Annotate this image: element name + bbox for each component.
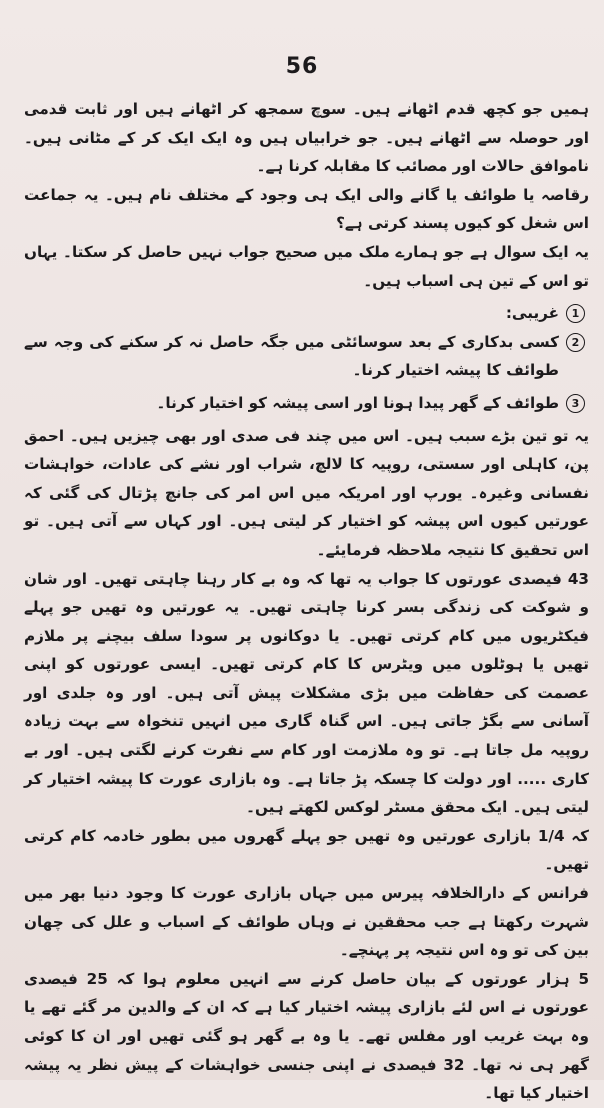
paragraph: 43 فیصدی عورتوں کا جواب یہ تھا کہ وہ بے کار رہنا چاہتی تھیں۔ اور شان و شوکت کی زندگی بسر کرنا چاہتی تھیں۔ یہ عورتیں وہ تھیں جو پہلے فیکٹریوں میں کام کرتی تھیں۔ یا دوکانوں پر سودا سلف بیچنے پر ملازم تھیں یا ہوٹلوں میں ویٹرس کا کام کرتی تھیں۔ ایسی عورتوں کو اپنی عصمت کی حفاظت میں بڑی مشکلات پیش آتی ہیں۔ اور وہ جلدی اور آسانی سے بگڑ جاتی ہیں۔ اس گناہ گاری میں انہیں تنخواہ سے بہت زیادہ روپیہ مل جاتا ہے۔ تو وہ ملازمت اور کام سے نفرت کرنے لگتی ہیں۔ اور بے کاری ..... اور دولت کا چسکہ پڑ جاتا ہے۔ وہ بازاری عورت کا پیشہ اختیار کر لیتی ہیں۔ ایک محقق مسٹر لوکس لکھتے ہیں۔ bbox=[24, 569, 589, 817]
paragraph: یہ تو تین بڑے سبب ہیں۔ اس میں چند فی صدی اور بھی چیزیں ہیں۔ احمق پن، کاہلی اور سستی، روپیہ کا لالچ، شراب اور نشے کی عادات، خواہشات نفسانی وغیرہ۔ یورپ اور امریکہ میں اس امر کی جانچ پڑتال کی گئی کہ عورتیں کیوں اس پیشہ کو اختیار کر لیتی ہیں۔ اور کہاں سے آتی ہیں۔ تو اس تحقیق کا نتیجہ ملاحظہ فرمایئے۔ bbox=[24, 426, 589, 559]
paragraph: 5 ہزار عورتوں کے بیان حاصل کرنے سے انہیں معلوم ہوا کہ 25 فیصدی عورتوں نے اس لئے بازاری پیشہ اختیار کیا ہے کہ ان کے والدین مر گئے تھے یا وہ بہت غریب اور مفلس تھے۔ یا وہ بے گھر ہو گئی تھیں اور ان کا کوئی گھر ہی نہ تھا۔ 32 فیصدی نے اپنی جنسی خواہشات کے پیش نظر یہ پیشہ اختیار کیا تھا۔ bbox=[24, 969, 590, 1103]
list-item-text: کسی بدکاری کے بعد سوسائٹی میں جگہ حاصل نہ کر سکنے کی وجہ سے طوائف کا پیشہ اختیار کرنا۔ bbox=[24, 332, 559, 380]
list-number-circle: 1 bbox=[566, 304, 585, 323]
paragraph: کہ 1/4 بازاری عورتیں وہ تھیں جو پہلے گھروں میں بطور خادمہ کام کرتی تھیں۔ bbox=[24, 826, 589, 874]
list-item bbox=[24, 299, 589, 328]
list-item bbox=[24, 328, 589, 385]
list-number-circle: 2 bbox=[566, 333, 585, 352]
reasons-list bbox=[24, 299, 589, 417]
page-number: 56 bbox=[285, 54, 319, 79]
list-number-circle: 3 bbox=[566, 394, 585, 413]
paragraph: ہمیں جو کچھ قدم اٹھانے ہیں۔ سوچ سمجھ کر اٹھانے ہیں اور ثابت قدمی اور حوصلہ سے اٹھانے ہیں۔ جو خرابیاں ہیں وہ ایک ایک کر کے مٹانی ہیں۔ ناموافق حالات اور مصائب کا مقابلہ کرنا ہے۔ bbox=[24, 100, 589, 176]
list-item-text: طوائف کے گھر پیدا ہونا اور اسی پیشہ کو اختیار کرنا۔ bbox=[156, 393, 559, 412]
paragraph: رقاصہ یا طوائف یا گانے والی ایک ہی وجود کے مختلف نام ہیں۔ یہ جماعت اس شغل کو کیوں پسند کرتی ہے؟ bbox=[24, 185, 589, 233]
list-item bbox=[24, 389, 589, 418]
paragraph: فرانس کے دارالخلافہ پیرس میں جہاں بازاری عورت کا وجود دنیا بھر میں شہرت رکھتا ہے جب محققین نے وہاں طوائف کے اسباب و علل کی چھان بین کی تو وہ اس نتیجہ پر پہنچے۔ bbox=[24, 884, 589, 960]
paragraph: یہ ایک سوال ہے جو ہمارے ملک میں صحیح جواب نہیں حاصل کر سکتا۔ یہاں تو اس کے تین ہی اسباب ہیں۔ bbox=[24, 242, 589, 290]
body-text bbox=[24, 95, 589, 1108]
list-item-text: غریبی: bbox=[505, 304, 559, 323]
